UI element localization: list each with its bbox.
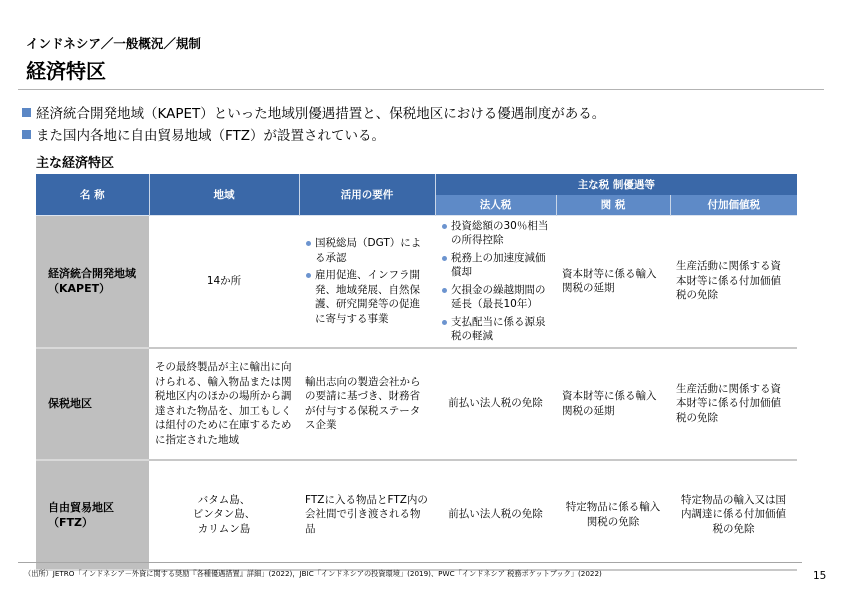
zone-requirements: 輸出志向の製造会社からの要請に基づき、財務省が付与する保税ステータス企業 [299, 348, 435, 460]
special-zones-table [36, 174, 797, 571]
table-title: 主な経済特区 [36, 156, 115, 171]
header-corporate-tax: 法人税 [435, 195, 556, 215]
header-requirements: 活用の要件 [299, 174, 435, 215]
page-title: 経済特区 [26, 59, 106, 83]
zone-corporate-tax [435, 215, 556, 348]
summary-bullets [22, 101, 605, 145]
header-tax-incentives: 主な税 制優遇等 [435, 174, 797, 195]
zone-region [149, 460, 299, 570]
zone-customs: 資本財等に係る輸入関税の延期 [556, 348, 670, 460]
zone-corporate-tax: 前払い法人税の免除 [435, 460, 556, 570]
zone-requirements [299, 215, 435, 348]
zone-name-line: （KAPET） [48, 282, 111, 295]
zone-name [36, 460, 149, 570]
requirement-item: 国税総局（DGT）による承認 [305, 236, 429, 265]
source-note: （出所）JETRO「インドネシア－外資に関する奨励『各種優遇措置』詳細」(2022)，JBIC「インドネシアの投資環境」(2019)、PWC「インドネシア 税務ポケットブック」(2022) [24, 569, 602, 578]
header-customs: 関 税 [556, 195, 670, 215]
requirement-item: 雇用促進、インフラ開発、地域発展、自然保護、研究開発等の促進に寄与する事業 [305, 268, 429, 326]
zone-region: 14か所 [149, 215, 299, 348]
square-bullet-icon [22, 130, 31, 139]
zone-name-line: 経済統合開発地域 [48, 267, 136, 280]
zone-name [36, 215, 149, 348]
page-number: 15 [813, 570, 827, 582]
footer-divider [18, 562, 802, 563]
header-name: 名 称 [36, 174, 149, 215]
header-vat: 付加価値税 [670, 195, 797, 215]
region-line: カリムン島 [197, 522, 251, 535]
table-row-ftz [36, 460, 797, 570]
zone-customs: 特定物品に係る輸入関税の免除 [556, 460, 670, 570]
summary-bullet [22, 101, 605, 123]
zone-vat: 生産活動に関係する資本財等に係る付加価値税の免除 [670, 348, 797, 460]
header-region: 地域 [149, 174, 299, 215]
bullet-text: 経済統合開発地域（KAPET）といった地域別優遇措置と、保税地区における優遇制度がある。 [36, 106, 606, 122]
zone-name: 保税地区 [36, 348, 149, 460]
title-divider [18, 89, 824, 90]
zone-name-line: 自由貿易地区 [48, 500, 114, 514]
table-row-bonded-zone [36, 348, 797, 460]
incentive-item: 欠損金の繰越期間の延長（最長10年） [441, 283, 550, 312]
zone-customs: 資本財等に係る輸入関税の延期 [556, 215, 670, 348]
summary-bullet [22, 123, 605, 145]
zone-requirements: FTZに入る物品とFTZ内の会社間で引き渡される物品 [299, 460, 435, 570]
incentive-item: 支払配当に係る源泉税の軽減 [441, 315, 550, 344]
region-line: ビンタン島、 [192, 508, 256, 521]
zone-region: その最終製品が主に輸出に向けられる、輸入物品または関税地区内のほかの場所から調達された物品を、加工もしくは組付のために在庫するために指定された地域 [149, 348, 299, 460]
zone-name-line: （FTZ） [48, 515, 93, 529]
zone-corporate-tax: 前払い法人税の免除 [435, 348, 556, 460]
region-line: バタム島、 [197, 493, 251, 506]
zone-vat: 生産活動に関係する資本財等に係る付加価値税の免除 [670, 215, 797, 348]
bullet-text: また国内各地に自由貿易地域（FTZ）が設置されている。 [36, 128, 386, 144]
table-row-kapet [36, 215, 797, 348]
zone-vat: 特定物品の輸入又は国内調達に係る付加価値税の免除 [670, 460, 797, 570]
square-bullet-icon [22, 108, 31, 117]
incentive-item: 投資総額の30％相当の所得控除 [441, 219, 550, 248]
incentive-item: 税務上の加速度減価償却 [441, 251, 550, 280]
breadcrumb: インドネシア／一般概況／規制 [26, 36, 201, 51]
